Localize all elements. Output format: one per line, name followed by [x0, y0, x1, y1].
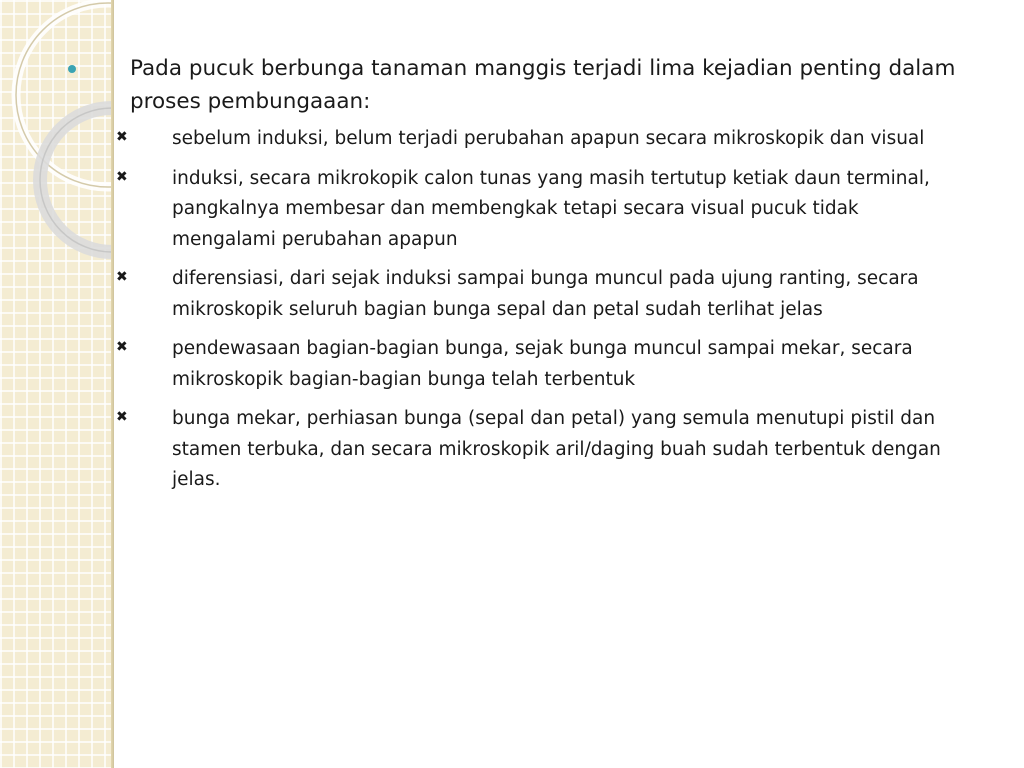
- sub-point-item: [60, 404, 960, 496]
- cross-bullet-icon: ✖: [116, 339, 128, 355]
- sub-point-list: [60, 124, 960, 496]
- cross-bullet-icon: ✖: [116, 409, 128, 425]
- main-bullet-dot-icon: [68, 65, 76, 73]
- sub-point-text: diferensiasi, dari sejak induksi sampai bunga muncul pada ujung ranting, secara mikroskopik seluruh bagian bunga sepal dan petal sudah terlihat jelas: [172, 268, 919, 320]
- cross-bullet-icon: ✖: [116, 129, 128, 145]
- slide-content: [60, 52, 960, 505]
- main-bullet-point: [60, 52, 960, 118]
- main-point-text: Pada pucuk berbunga tanaman manggis terjadi lima kejadian penting dalam proses pembungaaan:: [130, 56, 956, 114]
- sub-point-text: induksi, secara mikrokopik calon tunas yang masih tertutup ketiak daun terminal, pangkalnya membesar dan membengkak tetapi secara visual pucuk tidak mengalami perubahan apapun: [172, 167, 930, 250]
- sub-point-item: [60, 334, 960, 395]
- sub-point-text: pendewasaan bagian-bagian bunga, sejak bunga muncul sampai mekar, secara mikroskopik bagian-bagian bunga telah terbentuk: [172, 338, 913, 390]
- sub-point-item: [60, 124, 960, 155]
- sub-point-item: [60, 264, 960, 325]
- cross-bullet-icon: ✖: [116, 168, 128, 185]
- cross-bullet-icon: ✖: [116, 269, 128, 285]
- sub-point-item: [60, 164, 960, 256]
- sub-point-text: bunga mekar, perhiasan bunga (sepal dan petal) yang semula menutupi pistil dan stamen terbuka, dan secara mikroskopik aril/daging buah sudah terbentuk dengan jelas.: [172, 408, 941, 490]
- sub-point-text: sebelum induksi, belum terjadi perubahan apapun secara mikroskopik dan visual: [172, 128, 925, 149]
